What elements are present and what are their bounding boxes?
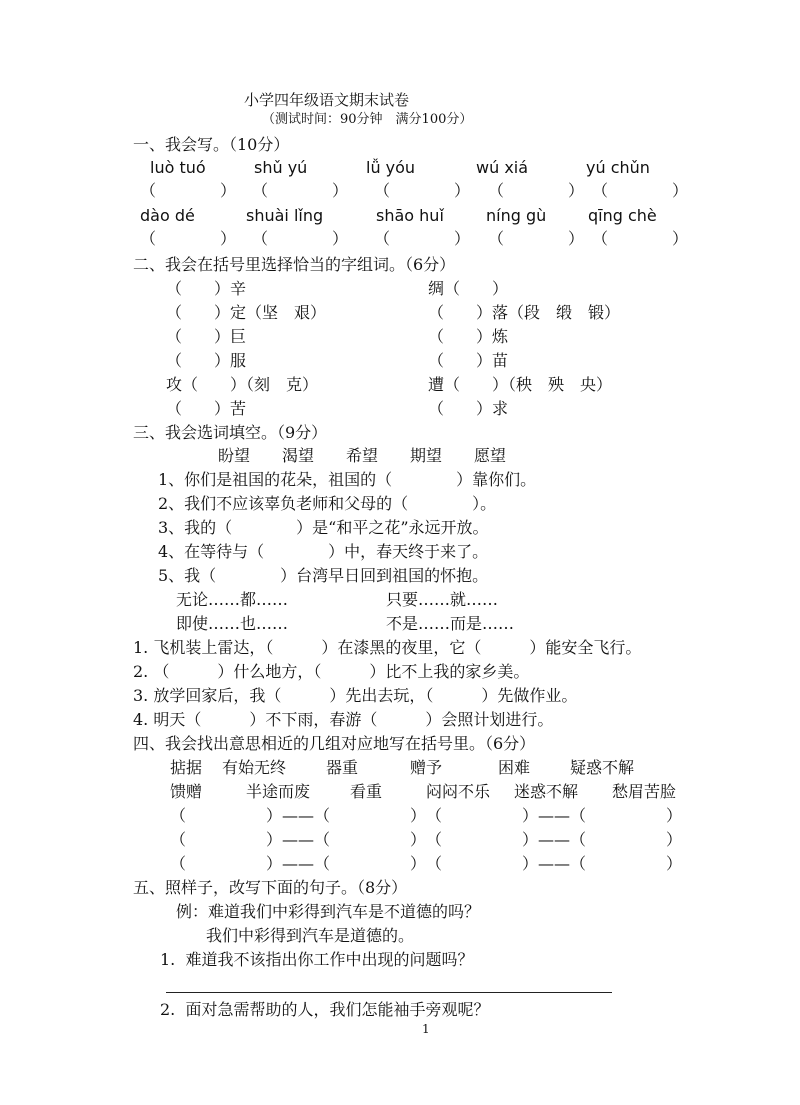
pinyin-2-2: shuài lǐng	[246, 206, 324, 225]
pinyin-1-4: wú xiá	[476, 158, 529, 177]
synonym-word: 半途而废	[246, 782, 311, 801]
word-item: （ ）求	[428, 399, 509, 418]
question-item: 3. 放学回家后，我（ ）先出去玩，（ ）先做作业。	[133, 686, 578, 705]
question-item: 4、在等待与（ ）中，春天终于来了。	[158, 542, 489, 561]
word-item: （ ）巨	[166, 327, 247, 346]
answer-pair: （ ）——（ ）	[426, 806, 683, 825]
page-subtitle: （测试时间：90分钟 满分100分）	[262, 112, 473, 127]
pinyin-1-3: lǚ yóu	[366, 158, 416, 177]
pinyin-2-3: shāo huǐ	[376, 206, 444, 225]
example-question: 例：难道我们中彩得到汽车是不道德的吗？	[176, 902, 481, 921]
answer-blank: （ ）	[374, 181, 471, 200]
pinyin-1-5: yú chǔn	[586, 158, 650, 177]
answer-blank: （ ）	[252, 229, 349, 248]
synonym-word: 闷闷不乐	[426, 782, 491, 801]
word-item: 绸（ ）	[428, 279, 509, 298]
answer-blank: （ ）	[488, 181, 585, 200]
question-item: 1、你们是祖国的花朵，祖国的（ ）靠你们。	[158, 470, 537, 489]
answer-pair: （ ）——（ ）	[170, 830, 427, 849]
word-item: 遭（ ）（秧 殃 央）	[428, 375, 613, 394]
synonym-word: 赠予	[410, 758, 443, 777]
word-item: （ ）落（段 缎 锻）	[428, 303, 621, 322]
answer-blank: （ ）	[140, 181, 237, 200]
answer-blank: （ ）	[252, 181, 349, 200]
synonym-word: 看重	[350, 782, 383, 801]
answer-blank: （ ）	[374, 229, 471, 248]
question-item: 3、我的（ ）是“和平之花”永远开放。	[158, 518, 489, 537]
answer-pair: （ ）——（ ）	[426, 830, 683, 849]
answer-pair: （ ）——（ ）	[170, 806, 427, 825]
synonym-word: 困难	[498, 758, 531, 777]
word-item: （ ）服	[166, 351, 247, 370]
conjunction: 不是……而是……	[386, 614, 515, 633]
question-item: 1. 难道我不该指出你工作中出现的问题吗？	[160, 950, 474, 969]
answer-blank: （ ）	[488, 229, 585, 248]
question-item: 2. （ ）什么地方，（ ）比不上我的家乡美。	[133, 662, 530, 681]
page-number: 1	[422, 1022, 430, 1036]
synonym-word: 迷惑不解	[514, 782, 579, 801]
word-item: （ ）苗	[428, 351, 509, 370]
conjunction: 即使……也……	[176, 614, 289, 633]
question-item: 1. 飞机装上雷达，（ ）在漆黑的夜里，它（ ）能安全飞行。	[133, 638, 642, 657]
word-item: （ ）苦	[166, 399, 247, 418]
answer-pair: （ ）——（ ）	[426, 854, 683, 873]
synonym-word: 馈赠	[170, 782, 203, 801]
pinyin-1-1: luò tuó	[150, 158, 206, 177]
pinyin-2-5: qīng chè	[588, 206, 657, 225]
synonym-word: 愁眉苦脸	[612, 782, 677, 801]
word-item: 攻（ ）（刻 克）	[166, 375, 319, 394]
synonym-word: 有始无终	[222, 758, 287, 777]
example-answer: 我们中彩得到汽车是道德的。	[206, 926, 415, 945]
section-3-heading: 三、我会选词填空。（9分）	[133, 423, 328, 442]
synonym-word: 掂据	[170, 758, 203, 777]
section-2-heading: 二、我会在括号里选择恰当的字组词。（6分）	[133, 255, 456, 274]
word-bank: 盼望 渴望 希望 期望 愿望	[218, 446, 507, 465]
answer-blank: （ ）	[140, 229, 237, 248]
question-item: 4. 明天（ ）不下雨，春游（ ）会照计划进行。	[133, 710, 554, 729]
section-1-heading: 一、我会写。（10分）	[133, 135, 290, 154]
section-4-heading: 四、我会找出意思相近的几组对应地写在括号里。（6分）	[133, 734, 536, 753]
word-item: （ ）炼	[428, 327, 509, 346]
page-title: 小学四年级语文期末试卷	[244, 91, 410, 109]
section-5-heading: 五、照样子，改写下面的句子。（8分）	[133, 878, 408, 897]
question-item: 5、我（ ）台湾早日回到祖国的怀抱。	[158, 566, 489, 585]
conjunction: 无论……都……	[176, 590, 289, 609]
pinyin-1-2: shǔ yú	[254, 158, 308, 177]
question-item: 2. 面对急需帮助的人，我们怎能袖手旁观呢？	[160, 1000, 490, 1019]
answer-blank: （ ）	[592, 229, 689, 248]
synonym-word: 器重	[326, 758, 359, 777]
pinyin-2-4: níng gù	[486, 206, 547, 225]
word-item: （ ）定（坚 艰）	[166, 303, 327, 322]
word-item: （ ）辛	[166, 279, 247, 298]
conjunction: 只要……就……	[386, 590, 499, 609]
pinyin-2-1: dào dé	[140, 206, 195, 225]
answer-blank: （ ）	[592, 181, 689, 200]
question-item: 2、我们不应该辜负老师和父母的（ ）。	[158, 494, 497, 513]
synonym-word: 疑惑不解	[570, 758, 635, 777]
answer-line	[166, 992, 612, 993]
answer-pair: （ ）——（ ）	[170, 854, 427, 873]
